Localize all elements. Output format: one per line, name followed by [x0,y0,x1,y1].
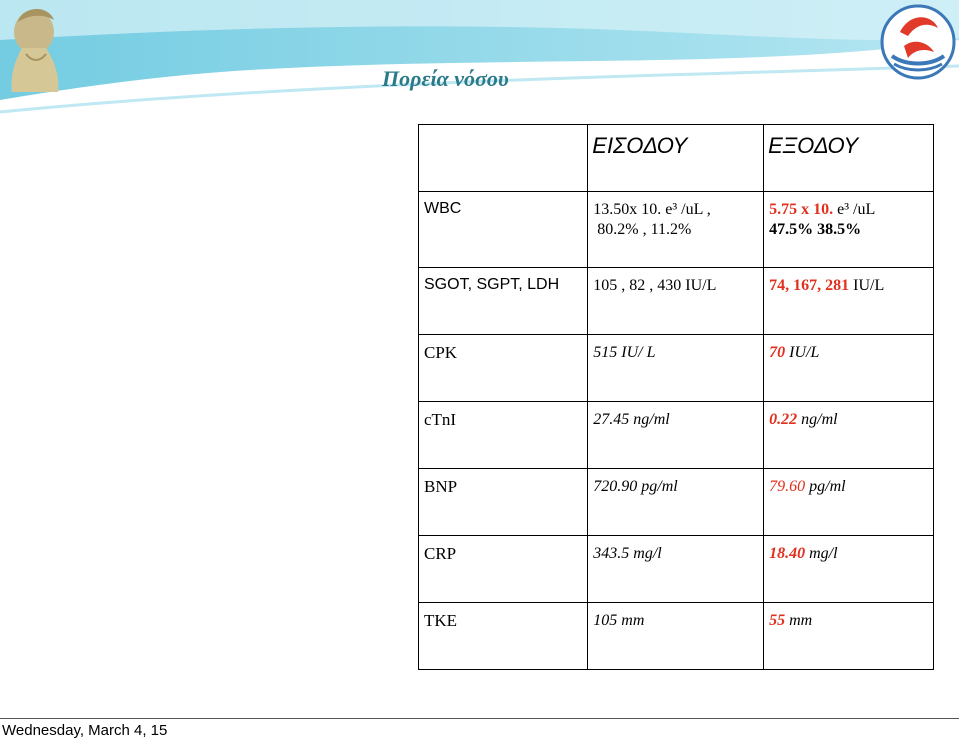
discharge-value-cell [764,268,934,335]
discharge-value-line: 47.5% 38.5% [769,221,862,238]
row-label-cell [419,536,588,603]
header-admission-cell [588,125,764,192]
admission-value-cell [588,335,764,402]
table-row [419,402,934,469]
discharge-value-highlight: 5.75 x 10. [769,201,834,218]
discharge-value-highlight: 74, 167, 281 [769,277,850,294]
header-wave-banner [0,0,959,120]
table-row [419,268,934,335]
row-label-cell [419,268,588,335]
discharge-value-highlight: 55 [769,612,786,629]
discharge-value-cell [764,402,934,469]
row-label: cTnI [424,410,457,429]
discharge-value-highlight: 18.40 [769,545,806,562]
discharge-value-highlight: 79.60 [769,478,806,495]
discharge-value-unit: IU/L [849,277,885,294]
discharge-value-cell [764,192,934,268]
university-emblem-icon [880,2,956,82]
row-label-cell [419,469,588,536]
header-empty-cell [419,125,588,192]
slide-title: Πορεία νόσου [382,66,509,91]
discharge-value-cell [764,603,934,670]
admission-value: 343.5 mg/l [593,545,662,562]
row-label: TKE [424,611,458,630]
row-label: CRP [424,544,457,563]
footer-bar [0,718,959,743]
row-label: CPK [424,343,458,362]
admission-value [588,192,763,240]
disease-course-table [418,124,934,670]
row-label-cell [419,335,588,402]
admission-value-cell [588,469,764,536]
footer-date: Wednesday, March 4, 15 [2,722,168,739]
header-admission: ΕΙΣΟΔΟΥ [592,133,688,158]
admission-value: 515 IU/ L [593,344,656,361]
discharge-value-cell [764,335,934,402]
discharge-value-unit: mg/l [805,545,838,562]
table-row [419,335,934,402]
admission-value-cell [588,603,764,670]
table-row [419,192,934,268]
discharge-value [764,335,933,363]
table-row [419,469,934,536]
admission-value-cell [588,268,764,335]
admission-value-line: 13.50x 10. e³ /uL , [593,201,711,218]
row-label: WBC [424,200,462,217]
table-header-row [419,125,934,192]
discharge-value-highlight: 0.22 [769,411,798,428]
discharge-value-highlight: 70 [769,344,786,361]
athena-bust-logo-icon [4,2,66,94]
discharge-value [764,469,933,497]
discharge-value [764,192,933,240]
admission-value: 105 , 82 , 430 IU/L [593,277,717,294]
discharge-value [764,402,933,430]
discharge-value-unit: ng/ml [797,411,838,428]
table-row [419,603,934,670]
row-label-cell [419,402,588,469]
discharge-value [764,268,933,296]
discharge-value-unit: IU/L [785,344,820,361]
table-row [419,536,934,603]
discharge-value [764,603,933,631]
admission-value-cell [588,536,764,603]
admission-value-cell [588,192,764,268]
admission-value: 27.45 ng/ml [593,411,670,428]
discharge-value-unit: mm [785,612,813,629]
header-discharge-cell [764,125,934,192]
admission-value: 105 mm [593,612,645,629]
header-discharge: ΕΞΟΔΟΥ [768,133,859,158]
discharge-value-unit: pg/ml [805,478,846,495]
admission-value: 720.90 pg/ml [593,478,678,495]
row-label-cell [419,603,588,670]
discharge-value-unit: e³ /uL [833,201,876,218]
row-label: BNP [424,477,458,496]
row-label: SGOT, SGPT, LDH [424,276,560,293]
discharge-value-cell [764,536,934,603]
admission-value-line: 80.2% , 11.2% [597,221,692,238]
discharge-value-cell [764,469,934,536]
discharge-value [764,536,933,564]
admission-value-cell [588,402,764,469]
row-label-cell [419,192,588,268]
